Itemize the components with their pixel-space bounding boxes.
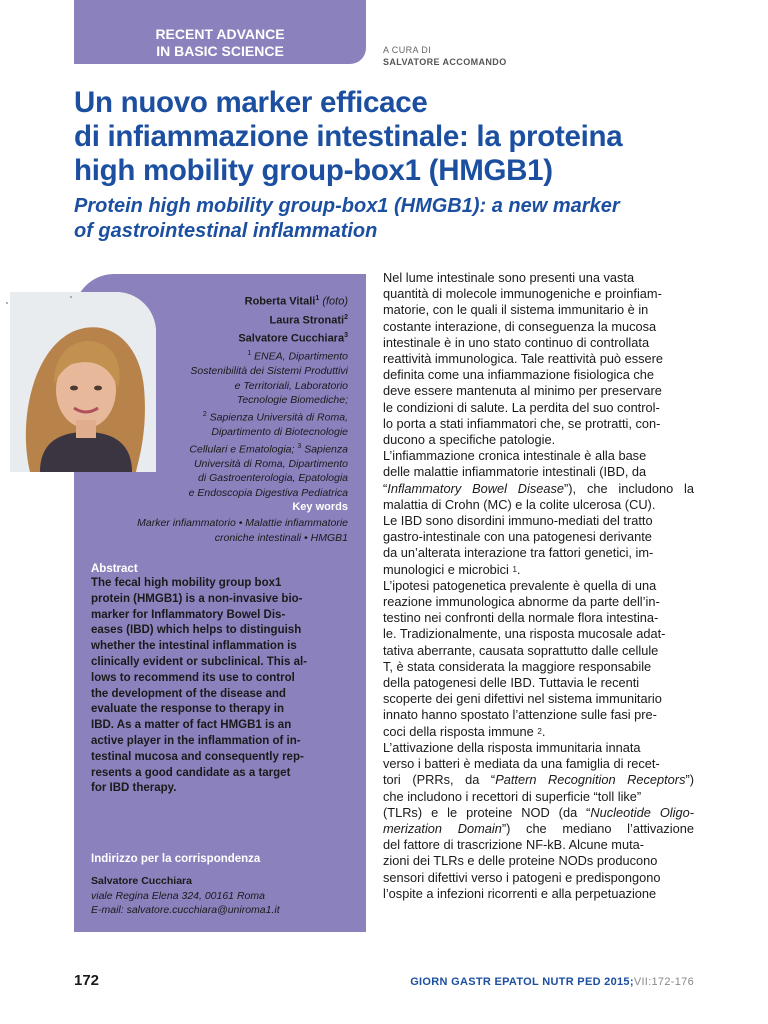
body-line: T, è stata considerata la maggiore responsabile [383, 658, 652, 674]
affiliation-line: $^1$ ENEA, Dipartimento [247, 350, 348, 363]
abstract-line: active player in the inflammation of in- [91, 734, 301, 747]
body-line: quantità di molecole immunogeniche e proinfiam- [383, 286, 662, 302]
reference-mark[interactable]: 1 [512, 564, 517, 574]
affiliation-line: e Endoscopia Digestiva Pediatrica [188, 486, 348, 499]
affiliations [150, 347, 348, 500]
affiliation-line: di Gastroenterologia, Epatologia [197, 472, 348, 485]
body-line: reattività immunologica. Tale reattività può essere [383, 351, 664, 367]
journal-citation [410, 976, 694, 988]
body-line: deve essere mantenuta al minimo per preservare [383, 383, 662, 399]
author-name: Salvatore Cucchiara [238, 332, 345, 345]
body-line: ducono a specifiche patologie. [383, 432, 556, 448]
author-1 [160, 291, 348, 310]
body-line: malattia di Crohn (MC) e la colite ulcerosa (CU). [383, 496, 656, 512]
author-name: Laura Stronati [269, 314, 345, 327]
author-affiliation-mark: 1 [315, 295, 320, 302]
body-line: sensori difettivi verso i patogeni e predispongono [383, 869, 661, 885]
body-line: L’ipotesi patogenetica prevalente è quella di una [383, 577, 657, 593]
journal-volume: VII:172-176 [633, 976, 694, 988]
body-line: “Inflammatory Bowel Disease”), che includono la [383, 480, 695, 496]
body-line: che includono i recettori di superficie “toll like” [383, 788, 642, 804]
author-2 [160, 310, 348, 329]
body-line: lo porta a stati infiammatori che, se protratti, con- [383, 415, 661, 431]
keywords-line: croniche intestinali • HMGB1 [214, 531, 348, 544]
article-body [383, 270, 694, 902]
abstract-line: resents a good candidate as a target [91, 766, 291, 779]
body-line: verso i batteri è mediata da una famiglia di recet- [383, 756, 660, 772]
abstract-line: marker for Inflammatory Bowel Dis- [91, 608, 286, 621]
body-line-with-ref: munologici e microbici 1 . [383, 561, 521, 577]
author-list [160, 291, 348, 347]
body-line-with-ref: coci della risposta immune 2 . [383, 723, 546, 739]
body-line: della patogenesi delle IBD. Tuttavia le recenti [383, 675, 640, 691]
correspondence [91, 874, 353, 918]
abstract-line: IBD. As a matter of fact HMGB1 is an [91, 719, 292, 732]
body-line: L’infiammazione cronica intestinale è alla base [383, 448, 647, 464]
body-line: merization Domain”) che mediano l’attivazione [383, 820, 695, 836]
body-line: matorie, con le quali il sistema immunitario è in [383, 302, 649, 318]
curator [383, 44, 507, 68]
affiliation-line: Università di Roma, Dipartimento [193, 457, 348, 470]
title-line: Un nuovo marker efficace [74, 86, 428, 119]
body-line: da un’alterata interazione tra fattori genetici, im- [383, 545, 654, 561]
body-line: le condizioni di salute. La perdita del suo control- [383, 399, 660, 415]
author-affiliation-mark: 2 [344, 313, 348, 321]
reference-mark[interactable]: 2 [537, 726, 542, 736]
section-label-line-2: IN BASIC SCIENCE [156, 43, 284, 59]
curator-label: A CURA DI [383, 45, 432, 55]
body-line: intestinale è in uno stato continuo di controllata [383, 334, 650, 350]
correspondence-heading: Indirizzo per la corrispondenza [91, 853, 261, 865]
affiliation-line: Tecnologie Biomediche; [236, 394, 348, 407]
article-title [74, 86, 734, 188]
body-line: testino nei confronti della normale flora intestina- [383, 610, 659, 626]
abstract-heading: Abstract [91, 563, 138, 575]
article-subtitle [74, 194, 734, 244]
body-line: innato hanno spostato l’attenzione sulle fasi pre- [383, 707, 657, 723]
body-line: tori (PRRs, da “Pattern Recognition Receptors”) [383, 772, 694, 788]
section-label-line-1: RECENT ADVANCE [155, 26, 285, 42]
body-line: delle malattie infiammatorie intestinali (IBD, da [383, 464, 647, 480]
abstract-line: testinal mucosa and consequently rep- [91, 750, 304, 763]
abstract-line: The fecal high mobility group box1 [91, 577, 282, 589]
affiliation-line: Dipartimento di Biotecnologie [211, 425, 348, 438]
author-photo [10, 292, 156, 472]
subtitle-line: Protein high mobility group-box1 (HMGB1): a new marker [74, 195, 620, 217]
author-3 [160, 328, 348, 347]
abstract-line: protein (HMGB1) is a non-invasive bio- [91, 592, 303, 605]
body-line: tativa aberrante, causata soprattutto dalle cellule [383, 642, 659, 658]
abstract-line: evaluate the response to therapy in [91, 703, 285, 716]
body-line: le. Tradizionalmente, una risposta mucosale adat- [383, 626, 666, 642]
keywords-line: Marker infiammatorio • Malattie infiammatorie [137, 517, 348, 529]
body-line: (TLRs) e le proteine NOD (da “Nucleotide Oligo- [383, 804, 694, 820]
subtitle-line: of gastrointestinal inflammation [74, 220, 378, 242]
body-line: costante interazione, di conseguenza la mucosa [383, 318, 657, 334]
body-line: Nel lume intestinale sono presenti una vasta [383, 270, 635, 285]
author-affiliation-mark: 3 [344, 332, 348, 340]
affiliation-line: $^2$ Sapienza Università di Roma, [202, 410, 348, 424]
affiliation-line: Cellulari e Ematologia; $^3$ Sapienza [189, 442, 348, 456]
portrait-image [10, 292, 156, 472]
abstract-line: clinically evident or subclinical. This al- [91, 655, 308, 668]
body-line: l’ospite a infezioni ricorrenti e alla perpetuazione [383, 885, 657, 901]
correspondence-address: viale Regina Elena 324, 00161 Roma [91, 889, 265, 902]
body-line: zioni dei TLRs e delle proteine NODs producono [383, 853, 658, 869]
body-line: reazione immunologica abnorme da parte dell’in- [383, 594, 660, 610]
journal-name: GIORN GASTR EPATOL NUTR PED 2015; [410, 976, 634, 988]
page-number: 172 [74, 972, 100, 989]
title-line: high mobility group-box1 (HMGB1) [74, 154, 553, 187]
body-line: del fattore di trascrizione NF-kB. Alcune muta- [383, 837, 645, 853]
curator-name: SALVATORE ACCOMANDO [383, 57, 507, 67]
abstract-text [91, 576, 347, 797]
keywords [92, 516, 348, 545]
title-line: di infiammazione intestinale: la proteina [74, 120, 623, 153]
body-line: L’attivazione della risposta immunitaria innata [383, 739, 641, 755]
correspondence-name: Salvatore Cucchiara [91, 875, 192, 887]
keywords-heading: Key words [292, 501, 348, 513]
abstract-line: whether the intestinal inflammation is [91, 640, 297, 653]
author-name: Roberta Vitali [244, 295, 316, 308]
correspondence-email[interactable]: E-mail: salvatore.cucchiara@uniroma1.it [91, 904, 280, 916]
decorative-dot [70, 296, 72, 298]
author-photo-note: (foto) [322, 295, 348, 308]
affiliation-line: e Territoriali, Laboratorio [234, 379, 348, 392]
body-line: Le IBD sono disordini immuno-mediati del tratto [383, 513, 653, 529]
body-line: definita come una infiammazione fisiologica che [383, 367, 655, 383]
affiliation-line: Sostenibilità dei Sistemi Produttivi [190, 365, 348, 378]
decorative-dot [6, 302, 8, 304]
abstract-line: the development of the disease and [91, 687, 286, 700]
body-line: gastro-intestinale con una patogenesi derivante [383, 529, 652, 545]
abstract-line: lows to recommend its use to control [91, 671, 295, 684]
body-line: scoperte dei geni difettivi nel sistema immunitario [383, 691, 662, 707]
abstract-line: eases (IBD) which helps to distinguish [91, 624, 302, 637]
abstract-line: for IBD therapy. [91, 782, 177, 795]
section-label [74, 0, 366, 64]
